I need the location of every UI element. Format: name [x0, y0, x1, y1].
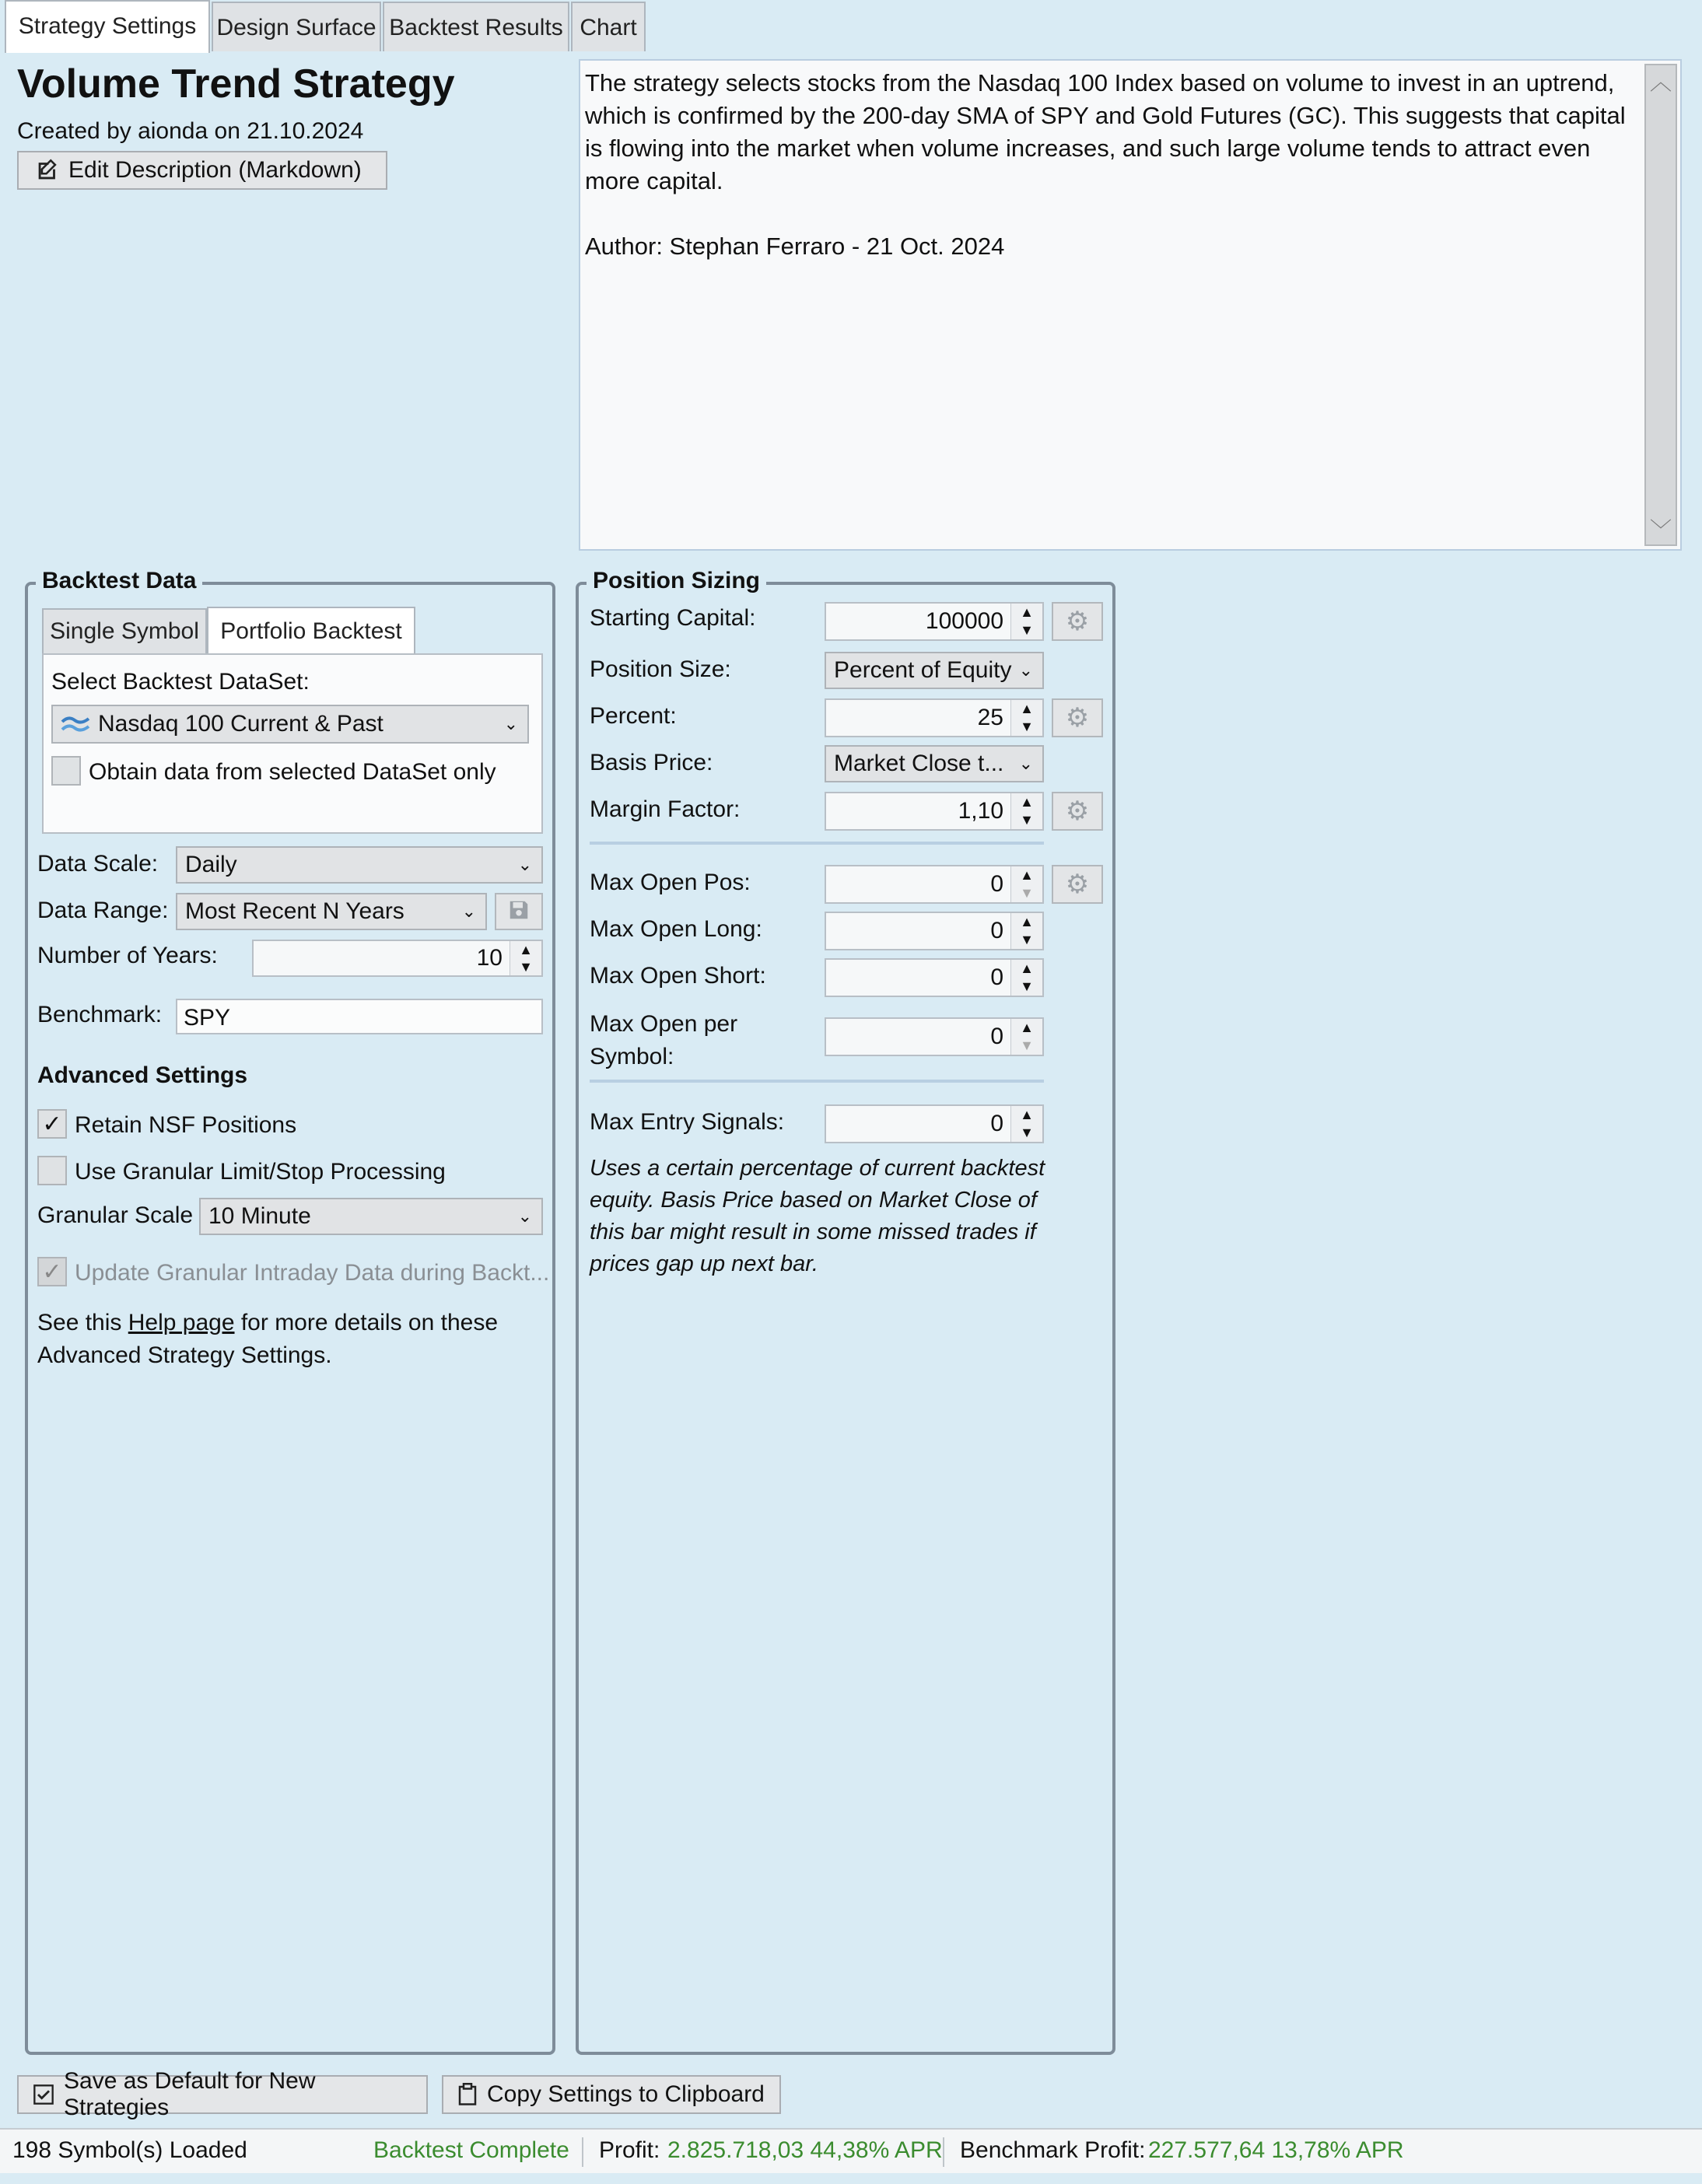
copy-settings-label: Copy Settings to Clipboard: [487, 2081, 765, 2107]
spin-down-icon[interactable]: ▼: [1011, 1037, 1042, 1055]
max-open-symbol-label-line1: Max Open per: [590, 1011, 738, 1037]
profit-value: 2.825.718,03 44,38% APR: [667, 2137, 943, 2163]
max-open-short-value: 0: [990, 964, 1003, 990]
years-value: 10: [476, 945, 503, 971]
use-granular-label: Use Granular Limit/Stop Processing: [75, 1159, 446, 1185]
gear-icon: ⚙: [1065, 607, 1090, 636]
benchmark-profit-label: Benchmark Profit:: [960, 2137, 1146, 2163]
starting-capital-optimize-button[interactable]: [1052, 602, 1103, 641]
description-box[interactable]: [579, 59, 1682, 551]
max-open-short-label: Max Open Short:: [590, 963, 766, 989]
select-dataset-label: Select Backtest DataSet:: [51, 669, 310, 695]
max-entry-stepper[interactable]: [1010, 1106, 1042, 1142]
edit-description-button[interactable]: [17, 151, 387, 190]
spin-up-icon[interactable]: ▲: [1011, 793, 1042, 811]
years-stepper[interactable]: [510, 941, 541, 975]
created-info: Created by aionda on 21.10.2024: [17, 118, 364, 144]
max-entry-input[interactable]: [825, 1104, 1044, 1143]
clipboard-icon: [457, 2083, 478, 2106]
max-open-pos-label: Max Open Pos:: [590, 870, 751, 895]
basis-price-value: Market Close t...: [834, 751, 1004, 776]
max-open-symbol-stepper[interactable]: [1010, 1019, 1042, 1055]
spin-down-icon[interactable]: ▼: [1011, 884, 1042, 902]
starting-capital-value: 100000: [925, 608, 1003, 634]
tab-strategy-settings[interactable]: Strategy Settings: [5, 0, 210, 53]
data-range-select[interactable]: [176, 893, 487, 930]
retain-nsf-checkbox[interactable]: ✓: [37, 1109, 67, 1139]
dataset-select[interactable]: [51, 705, 529, 744]
gear-icon: ⚙: [1065, 870, 1090, 899]
max-open-pos-optimize-button[interactable]: [1052, 865, 1103, 904]
status-separator: [582, 2137, 583, 2167]
dataset-icon: [61, 712, 90, 736]
description-text: The strategy selects stocks from the Nasdaq 100 Index based on volume to invest in an uptrend, which is confirmed by the 200-day SMA of SPY and Gold Futures (GC). This suggests that capital is flowing into the market when volume increases, and such large volume tends to attract even more capital. Author: Stephan Ferraro - 21 Oct. 2024: [585, 69, 1626, 260]
tab-bar: [0, 0, 1702, 53]
max-open-long-label: Max Open Long:: [590, 916, 762, 942]
help-text-post: for more details on these: [234, 1310, 499, 1335]
edit-description-label: Edit Description (Markdown): [68, 157, 362, 183]
spin-down-icon[interactable]: ▼: [510, 958, 541, 975]
percent-value: 25: [977, 705, 1003, 730]
starting-capital-stepper[interactable]: [1010, 604, 1042, 639]
scroll-down-icon[interactable]: ﹀: [1649, 518, 1672, 542]
data-range-value: Most Recent N Years: [185, 898, 404, 924]
obtain-data-checkbox[interactable]: [51, 756, 81, 786]
spin-up-icon[interactable]: ▲: [1011, 866, 1042, 884]
scroll-up-icon[interactable]: ︿: [1649, 70, 1672, 94]
max-open-short-stepper[interactable]: [1010, 960, 1042, 996]
position-sizing-label: Position Sizing: [587, 568, 766, 594]
help-page-link[interactable]: Help page: [128, 1310, 235, 1335]
spin-down-icon[interactable]: ▼: [1011, 718, 1042, 736]
spin-up-icon[interactable]: ▲: [1011, 960, 1042, 978]
obtain-data-label: Obtain data from selected DataSet only: [89, 759, 496, 785]
percent-input[interactable]: [825, 698, 1044, 737]
spin-down-icon[interactable]: ▼: [1011, 1124, 1042, 1142]
spin-down-icon[interactable]: ▼: [1011, 978, 1042, 996]
data-scale-value: Daily: [185, 852, 237, 877]
data-range-label: Data Range:: [37, 898, 169, 923]
chevron-down-icon: ⌄: [517, 1206, 532, 1226]
save-icon: [507, 898, 531, 926]
margin-factor-value: 1,10: [958, 798, 1003, 824]
spin-down-icon[interactable]: ▼: [1011, 811, 1042, 829]
chevron-down-icon: ⌄: [517, 855, 532, 874]
save-default-button[interactable]: [17, 2068, 428, 2120]
max-open-long-input[interactable]: [825, 912, 1044, 950]
checkbox-icon: [33, 2084, 54, 2105]
spin-up-icon[interactable]: ▲: [1011, 1106, 1042, 1124]
data-scale-select[interactable]: [176, 846, 543, 884]
max-open-long-value: 0: [990, 918, 1003, 943]
chevron-down-icon: ⌄: [461, 901, 476, 921]
position-size-value: Percent of Equity: [834, 657, 1012, 683]
spin-up-icon[interactable]: ▲: [510, 941, 541, 958]
description-scrollbar[interactable]: [1644, 64, 1677, 546]
spin-down-icon[interactable]: ▼: [1011, 931, 1042, 949]
data-scale-label: Data Scale:: [37, 851, 159, 877]
basis-price-label: Basis Price:: [590, 750, 713, 775]
status-separator: [943, 2137, 944, 2167]
strategy-title: Volume Trend Strategy: [17, 61, 455, 107]
spin-up-icon[interactable]: ▲: [1011, 604, 1042, 621]
help-text-pre: See this: [37, 1310, 128, 1335]
gear-icon: ⚙: [1065, 703, 1090, 733]
help-text-line2: Advanced Strategy Settings.: [37, 1342, 332, 1368]
basis-price-select[interactable]: [825, 745, 1044, 782]
subtab-portfolio-backtest[interactable]: Portfolio Backtest: [207, 607, 415, 655]
granular-scale-value: 10 Minute: [208, 1203, 311, 1229]
divider: [590, 842, 1044, 845]
max-open-long-stepper[interactable]: [1010, 913, 1042, 949]
chevron-down-icon: ⌄: [1018, 754, 1033, 773]
save-default-label: Save as Default for New Strategies: [64, 2068, 316, 2120]
benchmark-value: SPY: [184, 1005, 231, 1031]
percent-label: Percent:: [590, 703, 677, 729]
max-open-short-input[interactable]: [825, 958, 1044, 997]
spin-up-icon[interactable]: ▲: [1011, 1019, 1042, 1037]
max-open-pos-stepper[interactable]: [1010, 866, 1042, 902]
chevron-down-icon: ⌄: [1018, 660, 1033, 680]
percent-stepper[interactable]: [1010, 700, 1042, 736]
status-bar: [0, 2128, 1702, 2173]
backtest-status: Backtest Complete: [373, 2137, 569, 2163]
retain-nsf-label: Retain NSF Positions: [75, 1112, 297, 1138]
position-size-label: Position Size:: [590, 656, 731, 682]
benchmark-profit-value: 227.577,64 13,78% APR: [1148, 2137, 1404, 2163]
spin-down-icon[interactable]: ▼: [1011, 621, 1042, 639]
granular-scale-label: Granular Scale: [37, 1202, 194, 1228]
position-size-select[interactable]: [825, 652, 1044, 689]
margin-factor-input[interactable]: [825, 792, 1044, 831]
starting-capital-input[interactable]: [825, 602, 1044, 641]
benchmark-label: Benchmark:: [37, 1002, 163, 1027]
max-open-pos-input[interactable]: [825, 865, 1044, 904]
gear-icon: ⚙: [1065, 796, 1090, 826]
tab-design-surface[interactable]: Design Surface: [212, 2, 381, 51]
backtest-data-label: Backtest Data: [36, 568, 202, 594]
margin-factor-optimize-button[interactable]: [1052, 792, 1103, 831]
spin-up-icon[interactable]: ▲: [1011, 913, 1042, 931]
max-open-symbol-label: [590, 1008, 737, 1073]
advanced-settings-heading: Advanced Settings: [37, 1062, 248, 1088]
update-granular-checkbox[interactable]: ✓: [37, 1257, 67, 1286]
starting-capital-label: Starting Capital:: [590, 605, 756, 631]
spin-up-icon[interactable]: ▲: [1011, 700, 1042, 718]
help-text: [37, 1307, 498, 1372]
max-open-pos-value: 0: [990, 871, 1003, 897]
years-input[interactable]: [252, 940, 543, 977]
update-granular-label: Update Granular Intraday Data during Backt...: [75, 1260, 550, 1286]
copy-settings-button[interactable]: [442, 2075, 781, 2114]
max-open-symbol-label-line2: Symbol:: [590, 1044, 674, 1069]
edit-icon: [34, 157, 61, 184]
years-label: Number of Years:: [37, 943, 218, 968]
profit-label: Profit:: [599, 2137, 660, 2163]
dataset-value: Nasdaq 100 Current & Past: [98, 711, 383, 737]
tab-chart[interactable]: Chart: [571, 2, 646, 51]
divider: [590, 1080, 1044, 1083]
use-granular-checkbox[interactable]: [37, 1156, 67, 1185]
benchmark-input[interactable]: [176, 999, 543, 1034]
percent-optimize-button[interactable]: [1052, 698, 1103, 737]
position-sizing-note: Uses a certain percentage of current backtest equity. Basis Price based on Market Close of this bar might result in some missed trades if prices gap up next bar.: [590, 1156, 1045, 1276]
chevron-down-icon: ⌄: [503, 714, 518, 733]
save-range-button[interactable]: [495, 893, 543, 930]
max-entry-value: 0: [990, 1111, 1003, 1136]
tab-backtest-results[interactable]: Backtest Results: [383, 2, 569, 51]
subtab-single-symbol[interactable]: Single Symbol: [42, 608, 207, 653]
granular-scale-select[interactable]: [199, 1198, 543, 1235]
margin-factor-label: Margin Factor:: [590, 796, 741, 822]
margin-factor-stepper[interactable]: [1010, 793, 1042, 829]
symbols-loaded: 198 Symbol(s) Loaded: [12, 2137, 247, 2163]
max-open-symbol-value: 0: [990, 1024, 1003, 1049]
max-entry-label: Max Entry Signals:: [590, 1109, 785, 1135]
max-open-symbol-input[interactable]: [825, 1017, 1044, 1056]
